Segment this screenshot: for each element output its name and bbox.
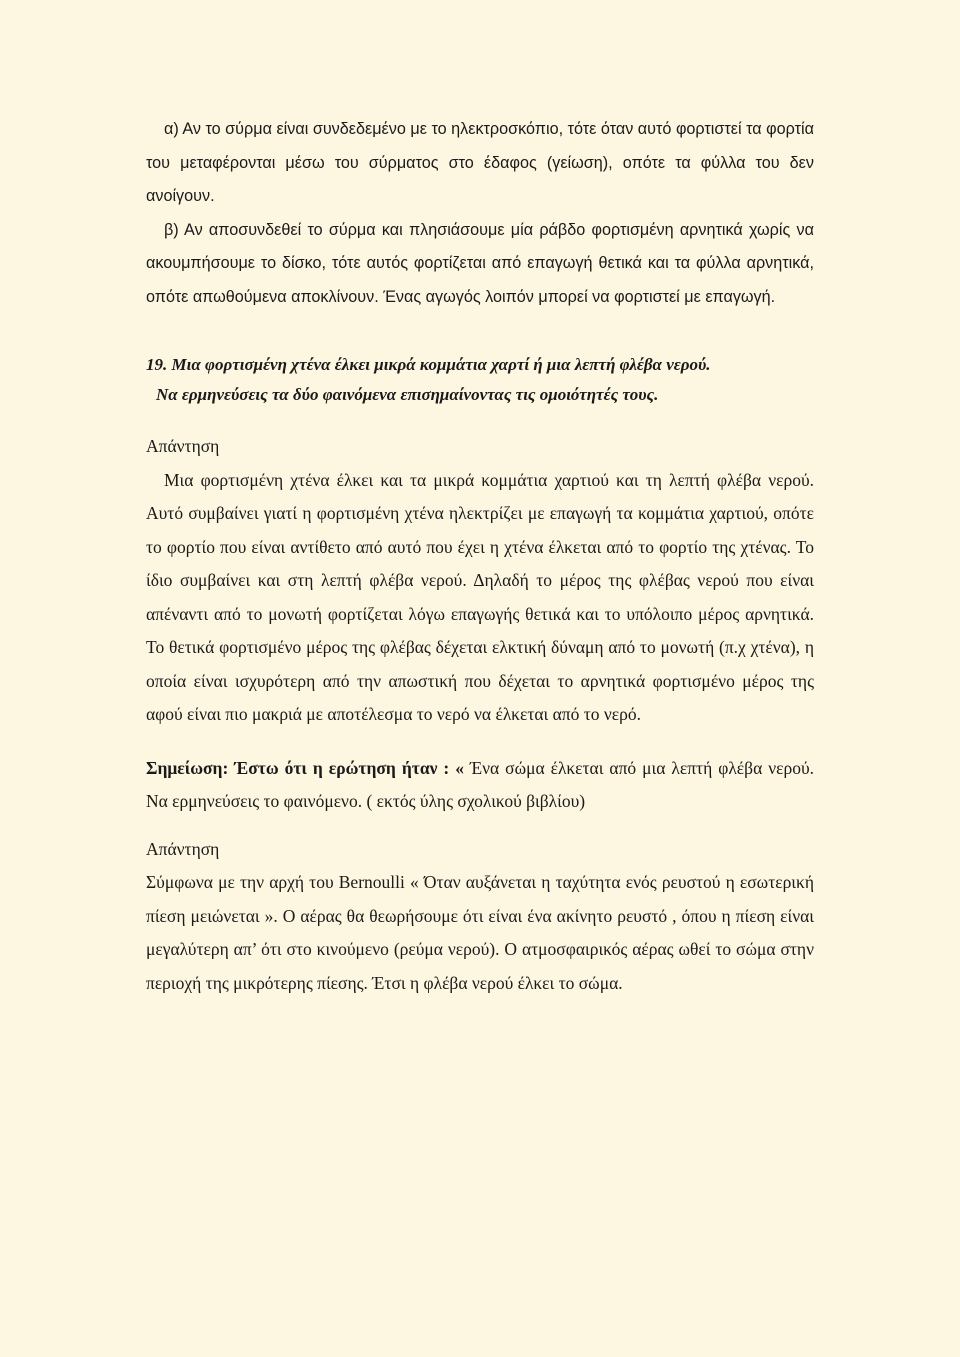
note-paragraph — [146, 752, 814, 819]
note-question: Έστω ότι η ερώτηση ήταν : « — [228, 757, 464, 778]
spacer — [146, 410, 814, 430]
question-line-2: Να ερμηνεύσεις τα δύο φαινόμενα επισημαίνοντας τις ομοιότητές τους. — [156, 385, 659, 404]
part-b-paragraph: β) Αν αποσυνδεθεί το σύρμα και πλησιάσουμε μία ράβδο φορτισμένη αρνητικά χωρίς να ακουμπήσουμε το δίσκο, τότε αυτός φορτίζεται από επαγωγή θετικά και τα φύλλα αρνητικά, οπότε απωθούμενα αποκλίνουν. Ένας αγωγός λοιπόν μπορεί να φορτιστεί με επαγωγή. — [146, 220, 814, 306]
spacer — [146, 314, 814, 350]
note-label: Σημείωση: — [146, 757, 229, 778]
answer-paragraph-2: Σύμφωνα με την αρχή του Bernoulli « Όταν αυξάνεται η ταχύτητα ενός ρευστού η εσωτερική πίεση μειώνεται ». Ο αέρας θα θεωρήσουμε ότι είναι ένα ακίνητο ρευστό , όπου η πίεση είναι μεγαλύτερη απ’ ότι στο κινούμενο (ρεύμα νερού). Ο ατμοσφαιρικός αέρας ωθεί το σώμα στην περιοχή της μικρότερης πίεσης. Έτσι η φλέβα νερού έλκει το σώμα. — [146, 872, 814, 993]
question-number: 19. — [146, 355, 168, 374]
document-body — [146, 113, 814, 1000]
question-text-1: Μια φορτισμένη χτένα έλκει μικρά κομμάτια χαρτί ή μια λεπτή φλέβα νερού. — [171, 355, 711, 374]
answer-paragraph: Μια φορτισμένη χτένα έλκει και τα μικρά κομμάτια χαρτιού και τη λεπτή φλέβα νερού. Αυτό συμβαίνει γιατί η φορτισμένη χτένα ηλεκτρίζει με επαγωγή τα κομμάτια χαρτιού, οπότε το φορτίο που είναι αντίθετο από αυτό που έχει η χτένα έλκεται από το φορτίο της χτένας. Το ίδιο συμβαίνει και στη λεπτή φλέβα νερού. Δηλαδή το μέρος της φλέβας νερού που είναι απέναντι από το μονωτή φορτίζεται λόγω επαγωγής θετικά και το υπόλοιπο μέρος αρνητικά. Το θετικά φορτισμένο μέρος της φλέβας δέχεται ελκτική δύναμη από το μονωτή (π.χ χτένα), η οποία είναι ισχυρότερη από την απωστική που δέχεται το αρνητικά φορτισμένο μέρος της αφού είναι πιο μακριά με αποτέλεσμα το νερό να έλκεται από το νερό. — [146, 469, 814, 724]
spacer — [146, 732, 814, 752]
answer-label: Απάντηση — [146, 436, 220, 456]
question-line-1 — [146, 350, 814, 380]
spacer — [146, 819, 814, 833]
part-a-paragraph: α) Αν το σύρμα είναι συνδεδεμένο με το ηλεκτροσκόπιο, τότε όταν αυτό φορτιστεί τα φορτία του μεταφέρονται μέσω του σύρματος στο έδαφος (γείωση), οπότε τα φύλλα του δεν ανοίγουν. — [146, 120, 814, 205]
note-text: Ένα σώμα έλκεται από μια λεπτή φλέβα νερού. Να ερμηνεύσεις το φαινόμενο. ( εκτός ύλης σχολικού βιβλίου) — [146, 757, 814, 811]
answer-label-2: Απάντηση — [146, 838, 220, 859]
